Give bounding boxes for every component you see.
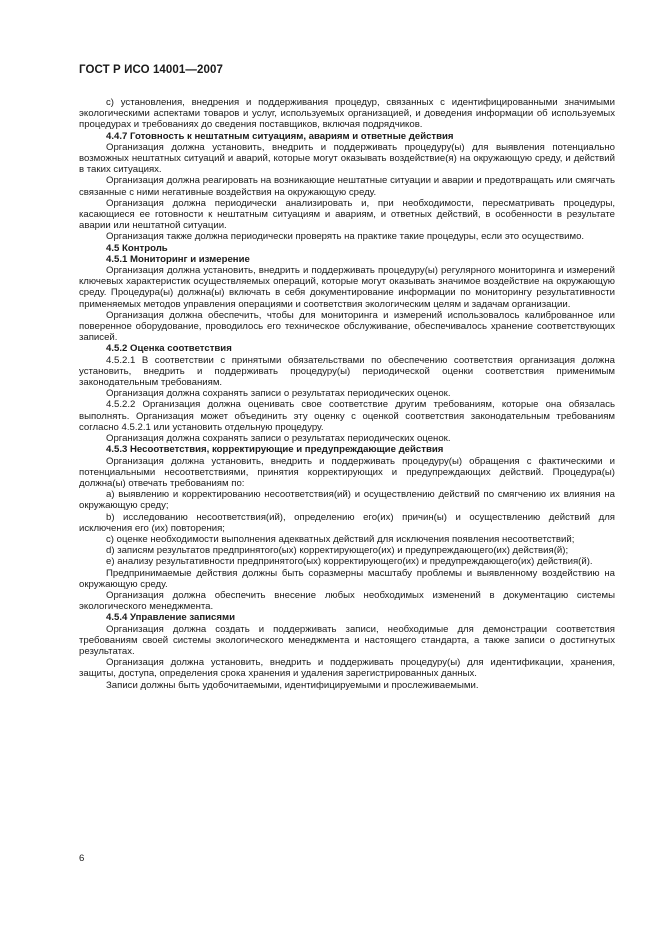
paragraph: Записи должны быть удобочитаемыми, идентифицируемыми и прослеживаемыми.	[106, 679, 479, 691]
paragraph: b) исследованию несоответствия(ий), определению его(их) причин(ы) и осуществлению действий для исключения его (их) повторения;	[79, 511, 615, 534]
paragraph: Организация должна обеспечить, чтобы для мониторинга и измерений использовалось калиброванное или поверенное оборудование, проводилось его техническое обслуживание, обеспечивалось хранение соответствующих записей.	[79, 309, 615, 344]
paragraph: Организация должна сохранять записи о результатах периодических оценок.	[106, 388, 451, 400]
paragraph: Организация должна периодически анализировать и, при необходимости, пересматривать процедуры, касающиеся ее готовности к нештатным ситуациям и авариям, и ответных действий, в особенности в результате аварии или нештатной ситуации.	[79, 197, 615, 232]
paragraph: Организация также должна периодически проверять на практике такие процедуры, если это осуществимо.	[106, 231, 585, 243]
paragraph: Организация должна сохранять записи о результатах периодических оценок.	[106, 433, 451, 445]
section-heading: 4.5.2 Оценка соответствия	[106, 343, 232, 355]
paragraph: Организация должна установить, внедрить и поддерживать процедуру(ы) обращения с фактическими и потенциальными несоответствиями, принятия корректирующих и предупреждающих действий. Процедура(ы) должна(ы) отвечать требованиям по:	[79, 455, 615, 489]
paragraph: e) анализу результативности предпринятого(ых) корректирующего(их) и предупреждающего(их) действия(й).	[106, 556, 593, 568]
section-heading: 4.5.1 Мониторинг и измерение	[106, 253, 250, 265]
document-header: ГОСТ Р ИСО 14001—2007	[79, 64, 224, 76]
section-heading: 4.4.7 Готовность к нештатным ситуациям, авариям и ответные действия	[106, 130, 454, 142]
paragraph: c) оценке необходимости выполнения адекватных действий для исключения появления несоответствий;	[106, 533, 575, 545]
document-body	[79, 97, 615, 691]
paragraph: 4.5.2.1 В соответствии с принятыми обязательствами по обеспечению соответствия организация должна установить, внедрить и поддерживать процедуру(ы) периодической оценки соответствия применимым законодательным требованиям.	[79, 354, 615, 389]
paragraph: Предпринимаемые действия должны быть соразмерны масштабу проблемы и выявленному воздействию на окружающую среду.	[79, 567, 615, 590]
page-number: 6	[79, 853, 85, 864]
paragraph: Организация должна обеспечить внесение любых необходимых изменений в документацию системы экологического менеджмента.	[79, 589, 615, 613]
section-heading: 4.5 Контроль	[106, 242, 168, 254]
paragraph: d) записям результатов предпринятого(ых) корректирующего(их) и предупреждающего(их) действия(й);	[106, 545, 569, 557]
paragraph: 4.5.2.2 Организация должна оценивать свое соответствие другим требованиям, которые она обязалась выполнять. Организация может объединить эту оценку с оценкой соответствия законодательным требованиям согласно 4.5.2.1 или установить отдельную процедуру.	[79, 399, 615, 433]
paragraph: Организация должна установить, внедрить и поддерживать процедуру(ы) для идентификации, хранения, защиты, доступа, определения срока хранения и удаления зарегистрированных данных.	[79, 657, 615, 680]
paragraph: Организация должна создать и поддерживать записи, необходимые для демонстрации соответствия требованиям своей системы экологического менеджмента и настоящего стандарта, а также записи о достигнутых результатах.	[79, 623, 615, 657]
paragraph: Организация должна реагировать на возникающие нештатные ситуации и аварии и предотвращать или смягчать связанные с ними негативные воздействия на окружающую среду.	[79, 175, 615, 198]
paragraph: c) установления, внедрения и поддерживания процедур, связанных с идентифицированными значимыми экологическими аспектами товаров и услуг, используемых организацией, и доведения информации об используемых процедурах и требованиях до сведения поставщиков, включая подрядчиков.	[79, 97, 615, 131]
section-heading: 4.5.3 Несоответствия, корректирующие и предупреждающие действия	[106, 444, 444, 456]
section-heading: 4.5.4 Управление записями	[106, 612, 235, 624]
paragraph: Организация должна установить, внедрить и поддерживать процедуру(ы) регулярного мониторинга и измерений ключевых характеристик осуществляемых операций, которые могут оказывать значимое воздействие на окружающую среду. Процедура(ы) должна(ы) включать в себя документирование информации по мониторингу результативности применяемых методов управления операциями и соответствия экологическим целям и задачам организации.	[79, 265, 615, 310]
paragraph: Организация должна установить, внедрить и поддерживать процедуру(ы) для выявления потенциально возможных нештатных ситуаций и аварий, которые могут оказывать воздействие(я) на окружающую среду, и действий в таких ситуациях.	[79, 141, 615, 176]
paragraph: a) выявлению и корректированию несоответствия(ий) и осуществлению действий по смягчению их влияния на окружающую среду;	[79, 489, 615, 512]
